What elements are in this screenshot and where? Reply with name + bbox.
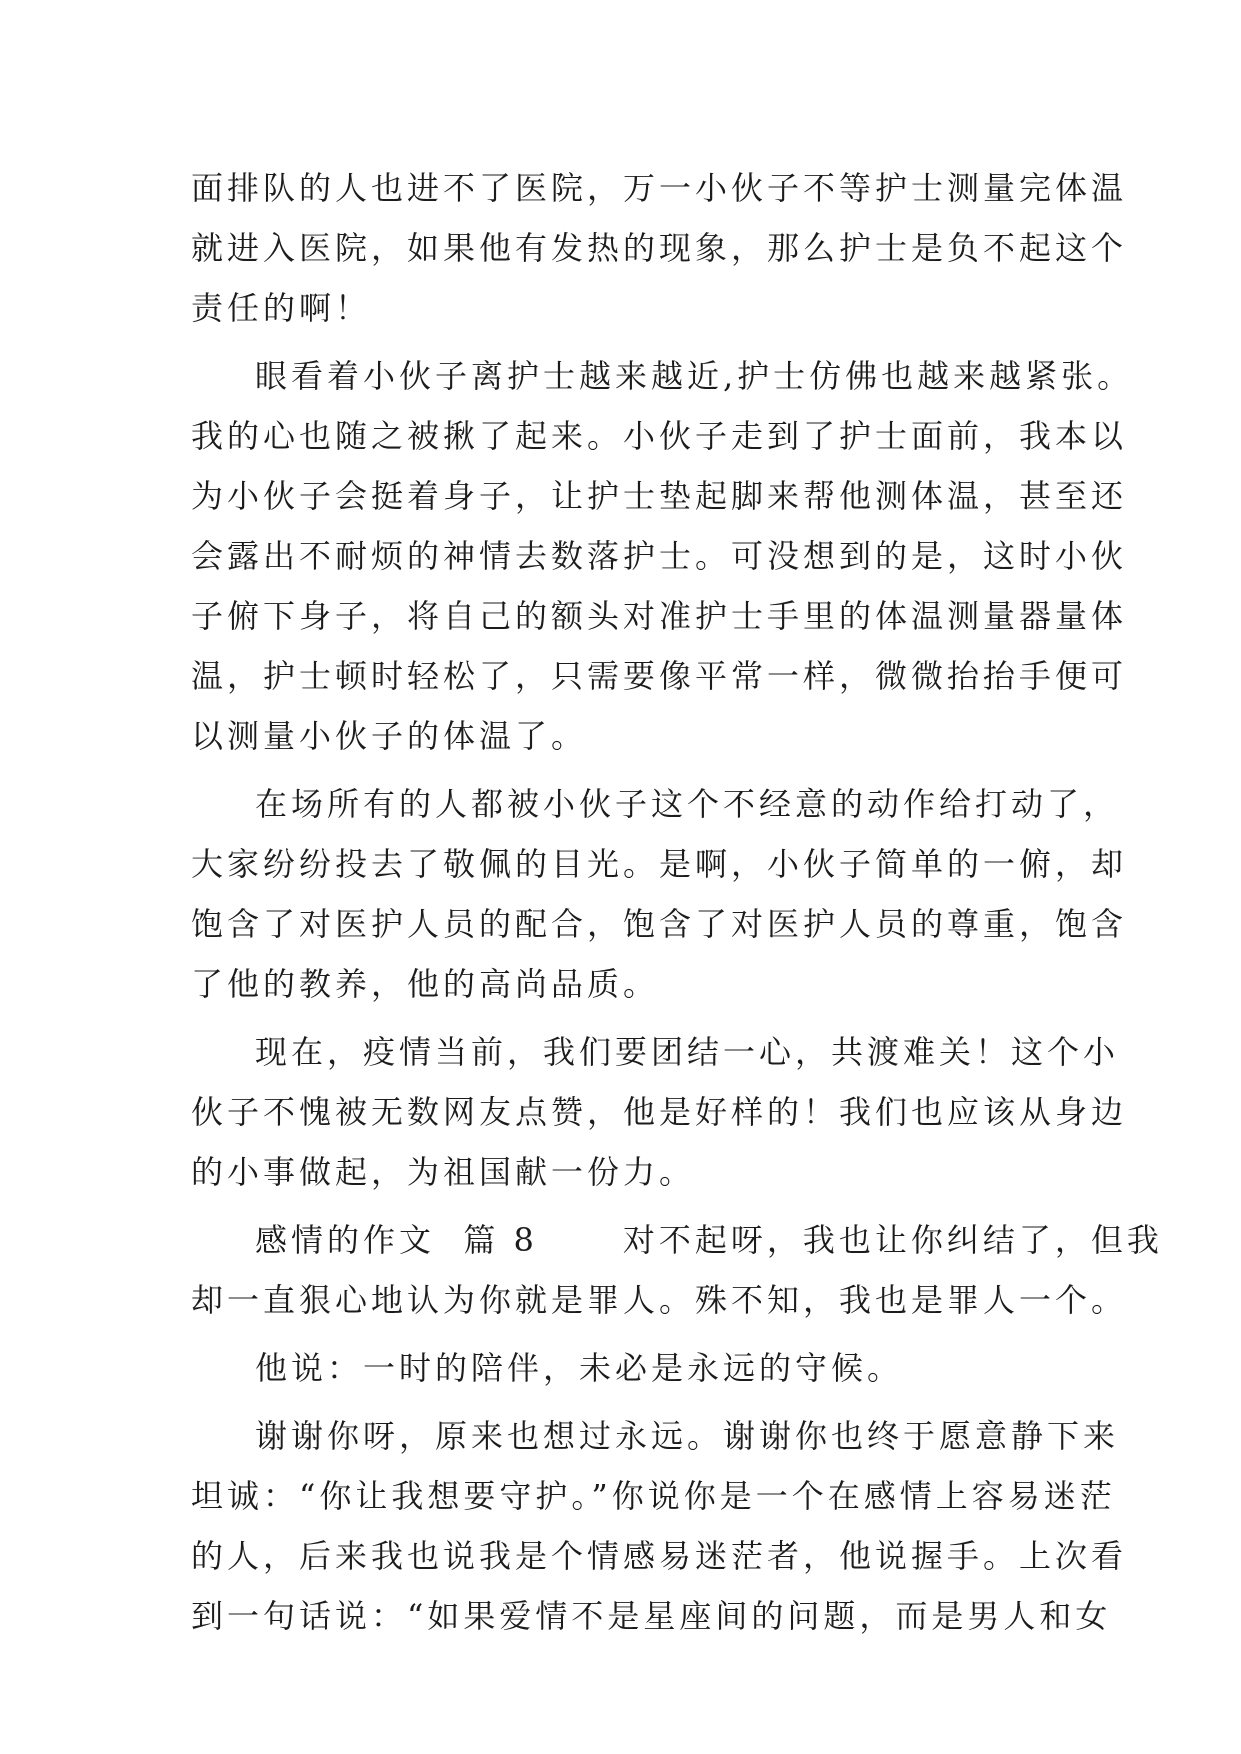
text-line: 他说：一时的陪伴，未必是永远的守候。 (255, 1349, 904, 1387)
text-line: 责任的啊！ (191, 289, 372, 327)
text-line: 饱含了对医护人员的配合，饱含了对医护人员的尊重，饱含 (191, 905, 1128, 943)
paragraph (191, 1406, 1128, 1646)
text-line: 坦诚：“你让我想要守护。”你说你是一个在感情上容易迷茫 (191, 1477, 1116, 1515)
text-line: 大家纷纷投去了敬佩的目光。是啊，小伙子简单的一俯，却 (191, 845, 1128, 883)
text-line: 在场所有的人都被小伙子这个不经意的动作给打动了， (255, 785, 1120, 823)
text-line: 我的心也随之被揪了起来。小伙子走到了护士面前，我本以 (191, 417, 1128, 455)
text-line: 却一直狠心地认为你就是罪人。殊不知，我也是罪人一个。 (191, 1281, 1128, 1319)
text-line: 眼看着小伙子离护士越来越近,护士仿佛也越来越紧张。 (255, 357, 1134, 395)
text-line: 子俯下身子，将自己的额头对准护士手里的体温测量器量体 (191, 597, 1128, 635)
paragraph (191, 1210, 1163, 1330)
paragraph (191, 1338, 1071, 1398)
text-line: 感情的作文 篇 8 对不起呀，我也让你纠结了，但我 (255, 1221, 1163, 1259)
text-line: 伙子不愧被无数网友点赞，他是好样的！我们也应该从身边 (191, 1093, 1128, 1131)
text-line: 的人，后来我也说我是个情感易迷茫者，他说握手。上次看 (191, 1537, 1128, 1575)
text-line: 到一句话说：“如果爱情不是星座间的问题，而是男人和女 (191, 1597, 1112, 1635)
text-line: 现在，疫情当前，我们要团结一心，共渡难关！这个小 (255, 1033, 1120, 1071)
text-line: 会露出不耐烦的神情去数落护士。可没想到的是，这时小伙 (191, 537, 1128, 575)
text-line: 面排队的人也进不了医院，万一小伙子不等护士测量完体温 (191, 169, 1128, 207)
text-line: 谢谢你呀，原来也想过永远。谢谢你也终于愿意静下来 (255, 1417, 1120, 1455)
text-line: 就进入医院，如果他有发热的现象，那么护士是负不起这个 (191, 229, 1128, 267)
text-line: 的小事做起，为祖国献一份力。 (191, 1153, 696, 1191)
article-body (191, 158, 1163, 1646)
paragraph (191, 346, 1134, 766)
paragraph (191, 1022, 1128, 1202)
text-line: 了他的教养，他的高尚品质。 (191, 965, 660, 1003)
text-line: 为小伙子会挺着身子，让护士垫起脚来帮他测体温，甚至还 (191, 477, 1128, 515)
paragraph (191, 158, 1128, 338)
text-line: 以测量小伙子的体温了。 (191, 717, 588, 755)
text-line: 温，护士顿时轻松了，只需要像平常一样，微微抬抬手便可 (191, 657, 1128, 695)
paragraph (191, 774, 1128, 1014)
